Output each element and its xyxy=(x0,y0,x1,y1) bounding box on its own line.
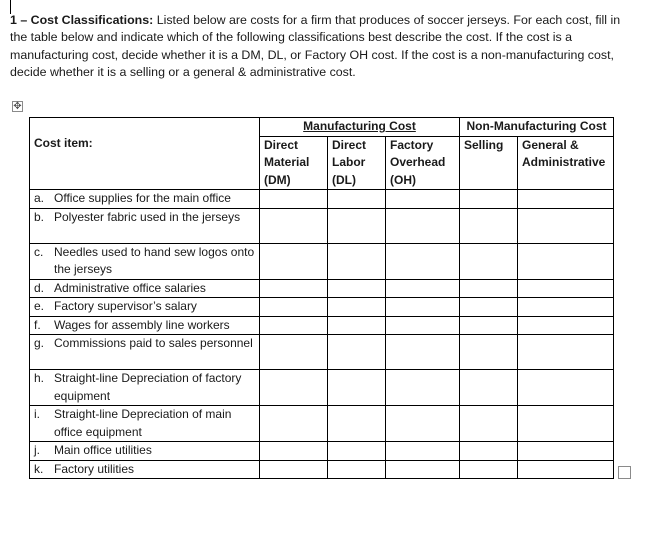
cost-item-letter: k. xyxy=(34,461,44,476)
answer-cell-selling[interactable] xyxy=(460,460,518,479)
table-row xyxy=(30,370,614,406)
answer-cell-dm[interactable] xyxy=(260,370,328,406)
cost-item xyxy=(34,370,255,405)
cost-item-letter: j. xyxy=(34,443,40,457)
answer-cell-oh[interactable] xyxy=(386,190,460,209)
cost-item-letter: h. xyxy=(34,371,45,385)
table-row xyxy=(30,335,614,370)
cost-item xyxy=(34,209,255,227)
cost-item-text: Needles used to hand sew logos onto the jerseys xyxy=(54,244,255,276)
manufacturing-cost-label: Manufacturing Cost xyxy=(303,119,416,133)
question-body: Listed below are costs for a firm that produces of soccer jerseys. For each cost, fill in the table below and indicate which of the following classifications best describe the cost. If the cost is a manufacturing cost, decide whether it is a DM, DL, or Factory OH cost. If the cost is a non-manufacturing cost, decide whether it is a selling or a general & administrative cost. xyxy=(10,13,621,80)
table-row xyxy=(30,279,614,298)
answer-cell-ga[interactable] xyxy=(518,298,614,317)
cost-item xyxy=(34,298,255,316)
answer-cell-ga[interactable] xyxy=(518,460,614,479)
cost-item-cell xyxy=(30,298,260,317)
cost-item-cell xyxy=(30,243,260,279)
cost-item-text: Factory utilities xyxy=(54,461,135,476)
answer-cell-dl[interactable] xyxy=(328,370,386,406)
cost-item-letter: d. xyxy=(34,280,45,295)
table-row xyxy=(30,460,614,479)
answer-cell-dm[interactable] xyxy=(260,279,328,298)
column-header-dm xyxy=(260,136,328,190)
cost-item xyxy=(34,442,255,460)
cost-item-letter: c. xyxy=(34,244,44,259)
answer-cell-selling[interactable] xyxy=(460,335,518,370)
answer-cell-ga[interactable] xyxy=(518,208,614,243)
answer-cell-oh[interactable] xyxy=(386,279,460,298)
answer-cell-dm[interactable] xyxy=(260,442,328,461)
cost-item-cell xyxy=(30,460,260,479)
answer-cell-oh[interactable] xyxy=(386,406,460,442)
answer-cell-ga[interactable] xyxy=(518,190,614,209)
cost-item xyxy=(34,335,255,353)
move-icon[interactable]: ✥ xyxy=(13,100,22,112)
table-row xyxy=(30,243,614,279)
cost-item-letter: g. xyxy=(34,336,45,350)
cost-rows xyxy=(30,190,614,479)
cost-item-text: Polyester fabric used in the jerseys xyxy=(54,209,241,224)
cost-item xyxy=(34,244,255,279)
column-header-dl-line1: Direct xyxy=(332,137,367,152)
cost-item-text: Main office utilities xyxy=(54,443,152,457)
answer-cell-dl[interactable] xyxy=(328,243,386,279)
cost-item-letter: a. xyxy=(34,191,45,205)
column-header-oh xyxy=(386,136,460,190)
answer-cell-oh[interactable] xyxy=(386,316,460,335)
answer-cell-ga[interactable] xyxy=(518,442,614,461)
answer-cell-ga[interactable] xyxy=(518,279,614,298)
answer-cell-selling[interactable] xyxy=(460,243,518,279)
answer-cell-ga[interactable] xyxy=(518,316,614,335)
answer-cell-dm[interactable] xyxy=(260,243,328,279)
question-paragraph xyxy=(10,12,640,82)
answer-cell-dm[interactable] xyxy=(260,335,328,370)
answer-cell-ga[interactable] xyxy=(518,335,614,370)
column-header-dm-line3: (DM) xyxy=(264,172,291,187)
answer-cell-dm[interactable] xyxy=(260,460,328,479)
column-header-oh-line3: (OH) xyxy=(390,172,416,187)
cost-item-letter: f. xyxy=(34,317,41,332)
answer-cell-dl[interactable] xyxy=(328,316,386,335)
answer-cell-dl[interactable] xyxy=(328,279,386,298)
cost-item-cell xyxy=(30,316,260,335)
cost-item xyxy=(34,190,255,208)
table-row xyxy=(30,208,614,243)
answer-cell-oh[interactable] xyxy=(386,335,460,370)
answer-cell-dm[interactable] xyxy=(260,316,328,335)
cost-item-cell xyxy=(30,208,260,243)
answer-cell-selling[interactable] xyxy=(460,190,518,209)
answer-cell-dl[interactable] xyxy=(328,190,386,209)
table-row xyxy=(30,442,614,461)
answer-cell-oh[interactable] xyxy=(386,243,460,279)
cost-item xyxy=(34,406,255,441)
column-header-dl-line2: Labor xyxy=(332,155,366,169)
cost-item-text: Straight-line Depreciation of main office equipment xyxy=(54,407,232,439)
answer-cell-ga[interactable] xyxy=(518,243,614,279)
cost-item-cell xyxy=(30,335,260,370)
column-header-ga-line1: General & xyxy=(522,137,579,152)
answer-cell-dl[interactable] xyxy=(328,406,386,442)
answer-cell-oh[interactable] xyxy=(386,298,460,317)
cost-item-cell xyxy=(30,406,260,442)
table-row xyxy=(30,190,614,209)
cost-item xyxy=(34,317,255,335)
answer-cell-dl[interactable] xyxy=(328,442,386,461)
cost-item-header: Cost item: xyxy=(30,118,260,190)
manufacturing-cost-header xyxy=(260,118,460,137)
answer-cell-oh[interactable] xyxy=(386,460,460,479)
cost-item-text: Office supplies for the main office xyxy=(54,191,231,205)
cost-item-cell xyxy=(30,442,260,461)
answer-cell-dl[interactable] xyxy=(328,460,386,479)
answer-cell-dm[interactable] xyxy=(260,298,328,317)
column-header-selling: Selling xyxy=(460,136,518,190)
cost-classification-table xyxy=(29,117,614,479)
answer-cell-oh[interactable] xyxy=(386,208,460,243)
cost-item-cell xyxy=(30,370,260,406)
answer-cell-selling[interactable] xyxy=(460,316,518,335)
table-row xyxy=(30,316,614,335)
column-header-dl xyxy=(328,136,386,190)
answer-cell-selling[interactable] xyxy=(460,406,518,442)
cost-item xyxy=(34,461,255,479)
column-header-dl-line3: (DL) xyxy=(332,172,356,187)
answer-cell-dm[interactable] xyxy=(260,208,328,243)
column-header-dm-line1: Direct xyxy=(264,137,299,152)
column-header-oh-line1: Factory xyxy=(390,137,434,152)
cost-item-text: Factory supervisor’s salary xyxy=(54,299,197,313)
cost-item-text: Commissions paid to sales personnel xyxy=(54,336,253,350)
non-manufacturing-cost-header: Non-Manufacturing Cost xyxy=(460,118,614,137)
answer-cell-selling[interactable] xyxy=(460,208,518,243)
answer-cell-dl[interactable] xyxy=(328,335,386,370)
answer-cell-oh[interactable] xyxy=(386,370,460,406)
cost-item-text: Straight-line Depreciation of factory equipment xyxy=(54,371,242,403)
cost-item-letter: e. xyxy=(34,299,45,313)
answer-cell-dl[interactable] xyxy=(328,298,386,317)
answer-cell-selling[interactable] xyxy=(460,298,518,317)
answer-cell-ga[interactable] xyxy=(518,370,614,406)
resize-icon[interactable] xyxy=(618,466,631,479)
table-group-header-row xyxy=(30,118,614,137)
column-header-ga xyxy=(518,136,614,190)
column-header-dm-line2: Material xyxy=(264,155,310,169)
cost-item-text: Wages for assembly line workers xyxy=(54,317,230,332)
answer-cell-selling[interactable] xyxy=(460,370,518,406)
table-row xyxy=(30,298,614,317)
table-row xyxy=(30,406,614,442)
column-header-ga-line2: Administrative xyxy=(522,155,606,169)
cost-item-cell xyxy=(30,190,260,209)
cost-item-cell xyxy=(30,279,260,298)
answer-cell-ga[interactable] xyxy=(518,406,614,442)
answer-cell-dl[interactable] xyxy=(328,208,386,243)
answer-cell-oh[interactable] xyxy=(386,442,460,461)
column-header-oh-line2: Overhead xyxy=(390,155,446,169)
answer-cell-dm[interactable] xyxy=(260,406,328,442)
cost-item xyxy=(34,280,255,298)
cost-item-letter: i. xyxy=(34,407,40,421)
cost-item-letter: b. xyxy=(34,209,45,224)
answer-cell-selling[interactable] xyxy=(460,442,518,461)
cost-item-text: Administrative office salaries xyxy=(54,280,206,295)
answer-cell-selling[interactable] xyxy=(460,279,518,298)
answer-cell-dm[interactable] xyxy=(260,190,328,209)
question-heading: 1 – Cost Classifications: xyxy=(10,13,154,27)
